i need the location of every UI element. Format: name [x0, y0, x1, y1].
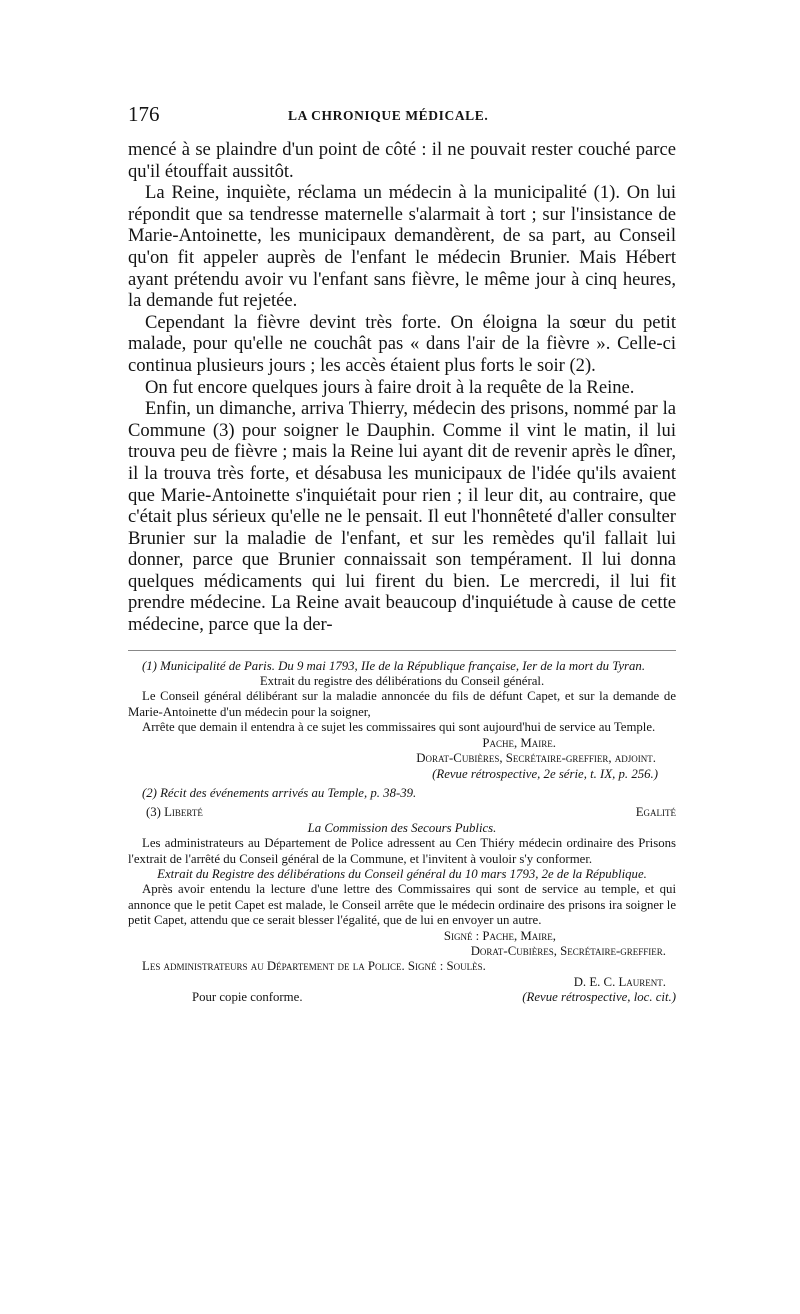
footnote-3-source: (Revue rétrospective, loc. cit.): [522, 990, 676, 1005]
footnote-1-heading: (1) Municipalité de Paris. Du 9 mai 1793, IIe de la République française, Ier de la mort du Tyran.: [142, 658, 646, 673]
footnote-3-header: [128, 805, 676, 820]
page-header: [128, 100, 676, 130]
footnote-3-text: Les administrateurs au Département de Police adressent au Cen Thiéry médecin ordinaire des Prisons l'extrait de l'arrêté du Conseil général de la Commune, et l'invitent à vouloir s'y conformer.: [128, 836, 676, 866]
footnote-1-extract-title: Extrait du registre des délibérations du Conseil général.: [259, 674, 545, 689]
paragraph: mencé à se plaindre d'un point de côté : il ne pouvait rester couché parce qu'il étouffait aussitôt.: [128, 139, 676, 182]
footnote-2: (2) Récit des événements arrivés au Temple, p. 38-39.: [142, 785, 417, 800]
paragraph: Enfin, un dimanche, arriva Thierry, médecin des prisons, nommé par la Commune (3) pour soigner le Dauphin. Comme il vint le matin, il lui trouva peu de fièvre ; mais la Reine lui ayant dit de revenir après le dîner, il la trouva très forte, et désabusa les municipaux de l'idée qu'ils avaient que Marie-Antoinette s'inquiétait pour rien ; il leur dit, au contraire, que c'était plus sérieux qu'elle ne le pensait. Il eut l'honnêteté d'aller consulter Brunier sur la maladie de l'enfant, et sur les remèdes qu'il fallait lui donner, parce que Brunier connaissait son tempérament. Il lui donna quelques médicaments qui lui firent du bien. Le mercredi, il lui fit prendre médecine. La Reine avait beaucoup d'inquiétude à cause de cette médecine, parce que la der-: [128, 398, 676, 636]
footnote-1-signature: Pache, Maire.: [482, 735, 556, 750]
footnote-3-copy: Pour copie conforme.: [192, 990, 303, 1005]
footnote-divider: [128, 650, 676, 651]
footnote-3-footer: [128, 990, 676, 1005]
footnotes: [128, 659, 676, 1006]
paragraph: Cependant la fièvre devint très forte. On éloigna la sœur du petit malade, pour qu'elle ne couchât pas « dans l'air de la fièvre ». Celle-ci continua plusieurs jours ; les accès étaient plus forts le soir (2).: [128, 311, 676, 376]
page-number: 176: [128, 102, 160, 126]
footnote-1-source: (Revue rétrospective, 2e série, t. IX, p. 256.): [432, 766, 658, 781]
running-title: LA CHRONIQUE MÉDICALE.: [288, 108, 489, 123]
main-text: [128, 139, 676, 636]
footnote-1-text: Arrête que demain il entendra à ce sujet les commissaires qui sont aujourd'hui de service au Temple.: [142, 720, 656, 735]
paragraph: La Reine, inquiète, réclama un médecin à la municipalité (1). On lui répondit que sa tendresse maternelle s'alarmait à tort ; sur l'insistance de Marie-Antoinette, les municipaux demandèrent, de sa part, au Conseil qu'on fit appeler auprès de l'enfant le médecin Brunier. Mais Hébert ayant prétendu avoir vu l'enfant sans fièvre, le même jour à cinq heures, la demande fut rejetée.: [128, 182, 676, 312]
footnote-1-text: Le Conseil général délibérant sur la maladie annoncée du fils de défunt Capet, et sur la demande de Marie-Antoinette d'un médecin pour la soigner,: [128, 689, 676, 719]
footnote-1-signature: Dorat-Cubières, Secrétaire-greffier, adjoint.: [416, 751, 656, 766]
footnote-3-liberte: (3) Liberté: [146, 805, 203, 820]
paragraph: On fut encore quelques jours à faire droit à la requête de la Reine.: [145, 376, 635, 398]
footnote-3-egalite: Egalité: [635, 805, 676, 820]
footnote-3-text: Après avoir entendu la lecture d'une lettre des Commissaires qui sont de service au temple, et qui annonce que le petit Capet est malade, le Conseil arrête que le médecin ordinaire des prisons ira soigner le petit Capet, attendu que ce serait blesser l'égalité, que de lui en envoyer un autre.: [128, 882, 676, 928]
footnote-3-signature: D. E. C. Laurent.: [573, 974, 666, 989]
footnote-3-signature: Dorat-Cubières, Secrétaire-greffier.: [470, 943, 666, 958]
footnote-3-extract-title: Extrait du Registre des délibérations du Conseil général du 10 mars 1793, 2e de la République.: [157, 866, 647, 881]
book-page: [128, 100, 676, 1006]
footnote-3-admin-line: Les administrateurs au Département de la Police. Signé : Soulès.: [142, 959, 486, 974]
footnote-3-commission: La Commission des Secours Publics.: [307, 820, 497, 835]
footnote-3-signature: Signé : Pache, Maire,: [443, 928, 556, 943]
